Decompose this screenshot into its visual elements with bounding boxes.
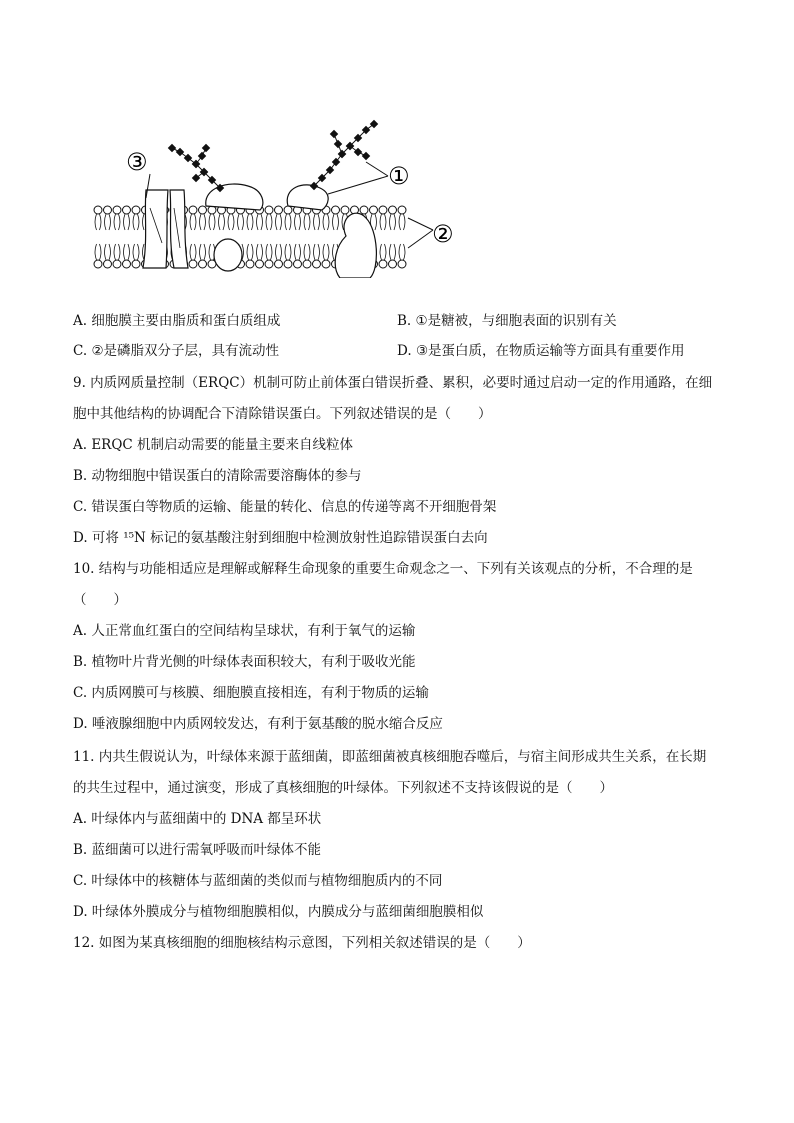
q11-stem-line2: 的共生过程中，通过演变，形成了真核细胞的叶绿体。下列叙述不支持该假说的是（ ）: [73, 780, 613, 796]
q11-option-a: A. 叶绿体内与蓝细菌中的 DNA 都呈环状: [73, 811, 322, 827]
channel-protein: [143, 190, 168, 268]
q8-option-c: C. ②是磷脂双分子层，具有流动性: [73, 343, 280, 359]
q9-option-d: D. 可将 ¹⁵N 标记的氨基酸注射到细胞中检测放射性追踪错误蛋白去向: [73, 530, 488, 546]
q11-option-b: B. 蓝细菌可以进行需氧呼吸而叶绿体不能: [73, 842, 322, 858]
q10-stem-line1: 10. 结构与功能相适应是理解或解释生命现象的重要生命观念之一、下列有关该观点的分析，不合理的是: [73, 561, 693, 577]
sugar-chains: [168, 120, 378, 192]
leader-line-2a: [408, 218, 433, 230]
embedded-protein: [214, 239, 242, 271]
label-3: ③: [126, 148, 148, 176]
q12-stem: 12. 如图为某真核细胞的细胞核结构示意图，下列相关叙述错误的是（ ）: [73, 935, 531, 951]
leader-line-2b: [408, 230, 433, 248]
leader-line-1a: [366, 162, 388, 176]
transmembrane-protein: [335, 213, 376, 278]
q10-option-a: A. 人正常血红蛋白的空间结构呈球状，有利于氧气的运输: [73, 623, 416, 639]
q9-stem-line1: 9. 内质网质量控制（ERQC）机制可防止前体蛋白错误折叠、累积，必要时通过启动一定的作用通路，在细: [73, 375, 713, 391]
q8-option-d: D. ③是蛋白质，在物质运输等方面具有重要作用: [397, 343, 685, 359]
q8-option-b: B. ①是糖被，与细胞表面的识别有关: [397, 313, 617, 329]
cell-membrane-diagram: [88, 118, 468, 278]
q10-option-d: D. 唾液腺细胞中内质网较发达，有利于氨基酸的脱水缩合反应: [73, 716, 443, 732]
q11-option-d: D. 叶绿体外膜成分与植物细胞膜相似，内膜成分与蓝细菌细胞膜相似: [73, 904, 484, 920]
glycoprotein-left: [206, 184, 263, 210]
q9-stem-line2: 胞中其他结构的协调配合下清除错误蛋白。下列叙述错误的是（ ）: [73, 406, 492, 422]
label-2: ②: [432, 220, 454, 248]
q8-option-a: A. 细胞膜主要由脂质和蛋白质组成: [73, 313, 281, 329]
q11-option-c: C. 叶绿体中的核糖体与蓝细菌的类似而与植物细胞质内的不同: [73, 873, 443, 889]
label-1: ①: [388, 162, 410, 190]
q9-option-a: A. ERQC 机制启动需要的能量主要来自线粒体: [73, 437, 354, 453]
channel-protein-right: [170, 190, 188, 268]
leader-line-1b: [328, 176, 388, 194]
q9-option-b: B. 动物细胞中错误蛋白的清除需要溶酶体的参与: [73, 468, 362, 484]
q11-stem-line1: 11. 内共生假说认为，叶绿体来源于蓝细菌，即蓝细菌被真核细胞吞噬后，与宿主间形成共生关系，在长期: [73, 749, 707, 765]
q9-option-c: C. 错误蛋白等物质的运输、能量的转化、信息的传递等离不开细胞骨架: [73, 499, 497, 515]
q10-option-c: C. 内质网膜可与核膜、细胞膜直接相连，有利于物质的运输: [73, 685, 429, 701]
glycoprotein-right: [287, 185, 328, 210]
q10-stem-line2: （ ）: [73, 592, 127, 608]
q10-option-b: B. 植物叶片背光侧的叶绿体表面积较大，有利于吸收光能: [73, 654, 416, 670]
